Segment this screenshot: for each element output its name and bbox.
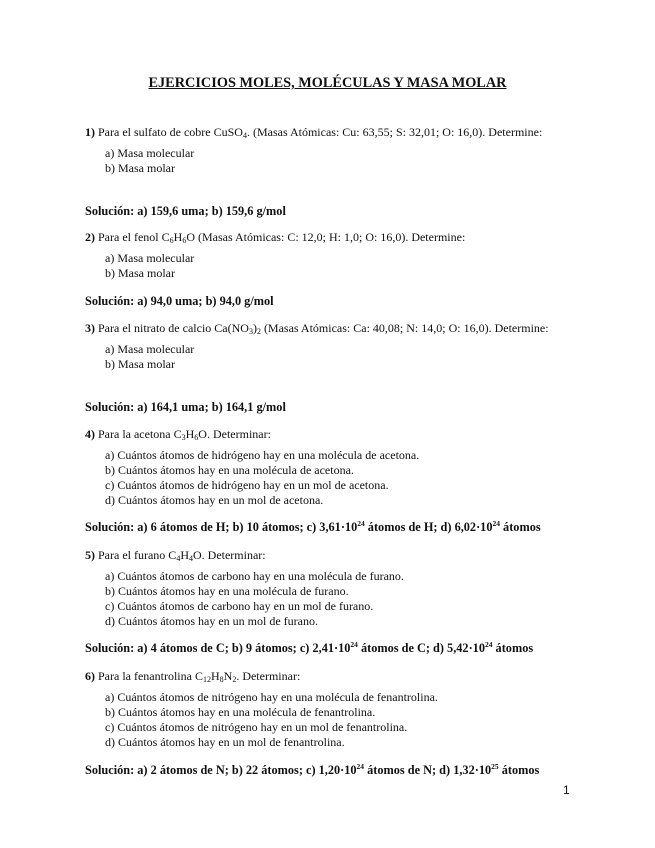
option-item: a) Cuántos átomos de carbono hay en una molécula de furano. [105, 569, 404, 583]
solution-text: átomos [499, 520, 541, 534]
options-list [85, 251, 573, 281]
statement-text: (Masas Atómicas: Ca: 40,08; N: 14,0; O: 16,0). Determine: [260, 321, 549, 335]
option-item: a) Masa molecular [105, 146, 195, 160]
option-item: a) Cuántos átomos de hidrógeno hay en una molécula de acetona. [105, 448, 420, 462]
page-number: 1 [563, 783, 570, 797]
solution-text: Solución: a) 6 átomos de H; b) 10 átomos; c) 3,61·10 [85, 520, 358, 534]
solution-4 [85, 520, 541, 535]
statement-text: O. Determinar: [192, 548, 266, 562]
option-item: d) Cuántos átomos hay en un mol de acetona. [105, 493, 324, 507]
solution-text: Solución: a) 4 átomos de C; b) 9 átomos; c) 2,41·10 [85, 641, 351, 655]
subscript: 4 [242, 131, 247, 140]
solution-text: átomos [498, 763, 540, 777]
option-item: b) Masa molar [105, 357, 175, 371]
option-item: b) Cuántos átomos hay en una molécula de acetona. [105, 463, 354, 477]
option-item: b) Masa molar [105, 266, 175, 280]
options-list [85, 342, 573, 372]
exercise-2-statement [85, 230, 573, 245]
exponent: 24 [350, 640, 358, 649]
solution-text: Solución: a) 2 átomos de N; b) 22 átomos; c) 1,20·10 [85, 763, 357, 777]
subscript: 6 [194, 433, 199, 442]
exercise-number: 4) [85, 427, 95, 441]
option-item: b) Cuántos átomos hay en una molécula de fenantrolina. [105, 705, 376, 719]
exercise-1-statement [85, 125, 573, 140]
statement-text: N [223, 669, 233, 683]
solution-text: átomos de H; d) 6,02·10 [364, 520, 493, 534]
solution-5 [85, 641, 533, 656]
option-item: a) Masa molecular [105, 342, 195, 356]
exercise-6 [85, 669, 573, 750]
options-list [85, 448, 573, 508]
statement-text: ) [252, 321, 257, 335]
options-list [85, 146, 573, 176]
options-list [85, 569, 573, 629]
exponent: 24 [492, 519, 500, 528]
option-item: a) Masa molecular [105, 251, 195, 265]
exponent: 24 [357, 519, 365, 528]
solution-6 [85, 763, 539, 778]
option-item: c) Cuántos átomos de hidrógeno hay en un mol de acetona. [105, 478, 389, 492]
option-item: c) Cuántos átomos de nitrógeno hay en un mol de fenantrolina. [105, 720, 408, 734]
statement-text: O. Determinar: [198, 427, 271, 441]
exercise-number: 3) [85, 321, 95, 335]
exercise-2 [85, 230, 573, 281]
option-item: d) Cuántos átomos hay en un mol de fenantrolina. [105, 735, 345, 749]
solution-2: Solución: a) 94,0 uma; b) 94,0 g/mol [85, 294, 274, 308]
option-item: b) Cuántos átomos hay en una molécula de furano. [105, 584, 349, 598]
statement-text: . Determinar: [236, 669, 301, 683]
exercise-4-statement [85, 427, 573, 442]
statement-text: Para la fenantrolina C [95, 669, 203, 683]
statement-text: Para el furano C [95, 548, 177, 562]
exercise-1 [85, 125, 573, 176]
statement-text: O (Masas Atómicas: C: 12,0; H: 1,0; O: 16,0). Determine: [186, 230, 466, 244]
subscript: 4 [188, 554, 193, 563]
statement-text: Para la acetona C [95, 427, 182, 441]
subscript: 6 [182, 236, 187, 245]
statement-text: Para el sulfato de cobre CuSO [95, 125, 243, 139]
statement-text: H [210, 669, 220, 683]
exercise-5-statement [85, 548, 573, 563]
statement-text: . (Masas Atómicas: Cu: 63,55; S: 32,01; O: 16,0). Determine: [246, 125, 543, 139]
exponent: 25 [491, 762, 499, 771]
solution-3: Solución: a) 164,1 uma; b) 164,1 g/mol [85, 400, 286, 414]
subscript: 8 [219, 675, 224, 684]
solution-1: Solución: a) 159,6 uma; b) 159,6 g/mol [85, 204, 286, 218]
subscript: 2 [256, 327, 261, 336]
solution-text: átomos [492, 641, 534, 655]
solution-text: átomos de C; d) 5,42·10 [357, 641, 485, 655]
statement-text: Para el fenol C [95, 230, 170, 244]
subscript: 4 [176, 554, 181, 563]
options-list [85, 690, 573, 750]
exponent: 24 [484, 640, 493, 649]
statement-text: Para el nitrato de calcio Ca(NO [95, 321, 249, 335]
solution-text: átomos de N; d) 1,32·10 [364, 763, 492, 777]
statement-text: H [173, 230, 183, 244]
exercise-5 [85, 548, 573, 629]
subscript: 3 [248, 327, 253, 336]
exercise-number: 6) [85, 669, 95, 683]
exercise-3 [85, 321, 573, 372]
exercise-4 [85, 427, 573, 508]
exercise-6-statement [85, 669, 573, 684]
option-item: a) Cuántos átomos de nitrógeno hay en una molécula de fenantrolina. [105, 690, 438, 704]
option-item: c) Cuántos átomos de carbono hay en un mol de furano. [105, 599, 374, 613]
exercise-3-statement [85, 321, 573, 336]
option-item: d) Cuántos átomos hay en un mol de furano. [105, 614, 318, 628]
page-title: EJERCICIOS MOLES, MOLÉCULAS Y MASA MOLAR [148, 75, 507, 91]
statement-text: H [185, 427, 195, 441]
statement-text: H [180, 548, 189, 562]
subscript: 2 [232, 675, 237, 684]
exercise-number: 5) [85, 548, 95, 562]
subscript: 6 [169, 236, 174, 245]
subscript: 12 [202, 675, 211, 684]
exponent: 24 [356, 762, 365, 771]
exercise-number: 1) [85, 125, 95, 139]
option-item: b) Masa molar [105, 161, 175, 175]
subscript: 3 [181, 433, 186, 442]
exercise-number: 2) [85, 230, 95, 244]
